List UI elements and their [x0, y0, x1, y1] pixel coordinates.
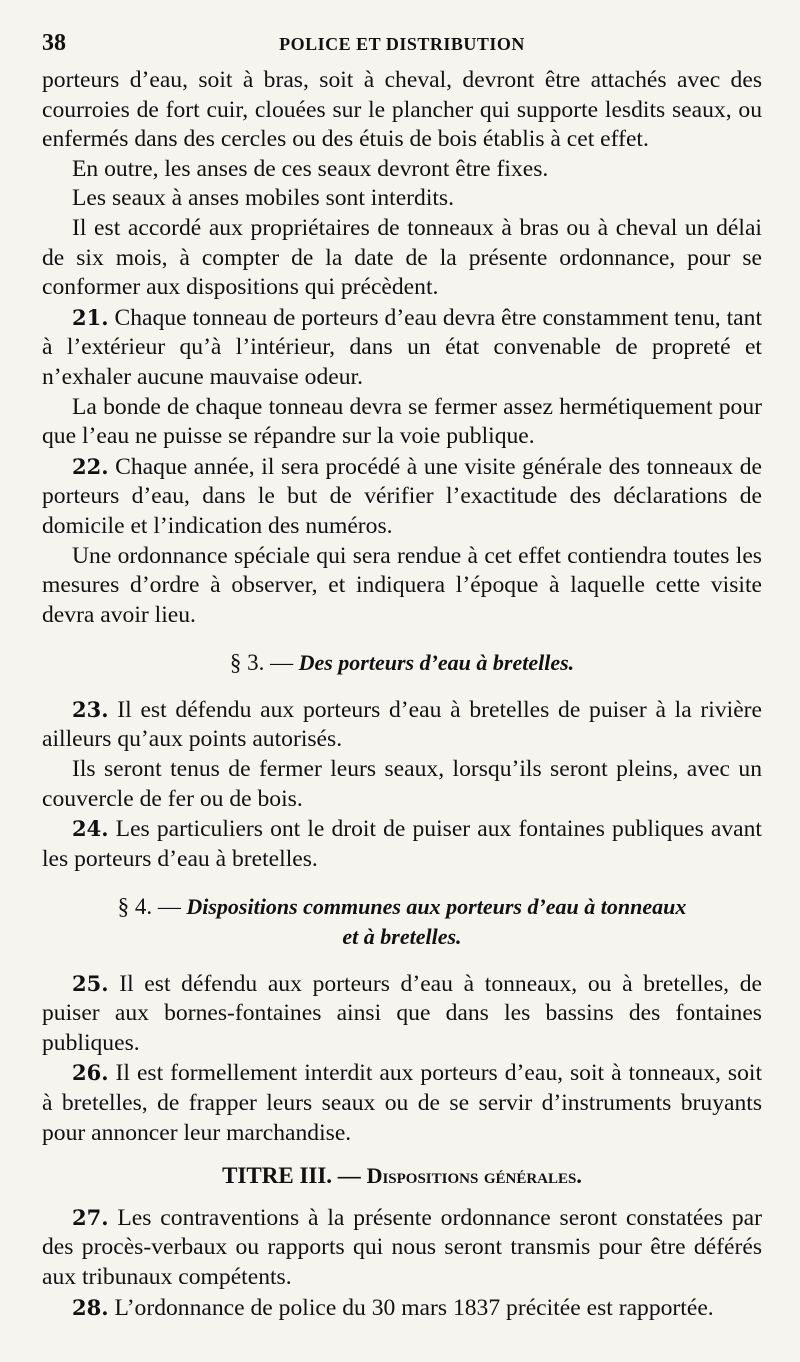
article-number: 23.: [72, 696, 109, 722]
paragraph-fixed-handles: En outre, les anses de ces seaux devront être fixes.: [72, 155, 549, 182]
article-number: 24.: [72, 816, 109, 842]
section-4-heading: [42, 892, 762, 951]
article-23: [42, 695, 762, 755]
page-body: [42, 66, 762, 1323]
article-text: Les contraventions à la présente ordonnance seront constatées par des procès-verbaux ou rapports qui nous seront transmis pour être déférés aux tribunaux compétents.: [42, 1204, 762, 1290]
article-text: Il est défendu aux porteurs d’eau à tonneaux, ou à bretelles, de puiser aux bornes-fontaines ainsi que dans les bassins des fontaines publiques.: [42, 970, 762, 1056]
article-text: Chaque tonneau de porteurs d’eau devra être constamment tenu, tant à l’extérieur qu’à l’intérieur, dans un état convenable de propreté et n’exhaler aucune mauvaise odeur.: [42, 304, 762, 390]
page-header: [42, 30, 762, 66]
article-text: Il est défendu aux porteurs d’eau à bretelles de puiser à la rivière ailleurs qu’aux points autorisés.: [42, 696, 762, 753]
section-symbol: § 3. —: [229, 650, 294, 676]
article-number: 26.: [72, 1060, 109, 1086]
article-28: [42, 1293, 762, 1324]
article-23-continued: Ils seront tenus de fermer leurs seaux, lorsqu’ils seront pleins, avec un couvercle de fer ou de bois.: [42, 756, 762, 812]
article-text: Il est formellement interdit aux porteurs d’eau, soit à tonneaux, soit à bretelles, de frapper leurs seaux ou de se servir d’instruments bruyants pour annoncer leur marchandise.: [42, 1060, 763, 1146]
paragraph-continued: porteurs d’eau, soit à bras, soit à cheval, devront être attachés avec des courroies de fort cuir, clouées sur le plancher qui supporte lesdits seaux, ou enfermés dans des cercles ou des étuis de bois établis à cet effet.: [42, 67, 762, 153]
article-number: 25.: [72, 970, 109, 996]
article-21-continued: La bonde de chaque tonneau devra se fermer assez hermétiquement pour que l’eau ne puisse se répandre sur la voie publique.: [42, 393, 762, 450]
section-3-heading: [42, 648, 762, 678]
section-title: Des porteurs d’eau à bretelles.: [298, 650, 575, 676]
page-number: 38: [42, 30, 66, 56]
article-number: 22.: [72, 453, 109, 479]
section-title-line2: et à bretelles.: [342, 924, 462, 950]
titre-3-heading: [42, 1161, 762, 1191]
paragraph-mobile-handles: Les seaux à anses mobiles sont interdits.: [72, 185, 455, 212]
paragraph-delay: Il est accordé aux propriétaires de tonneaux à bras ou à cheval un délai de six mois, à compter de la date de la présente ordonnance, pour se conformer aux dispositions qui précèdent.: [42, 214, 762, 301]
article-27: [42, 1203, 762, 1293]
running-title: POLICE ET DISTRIBUTION: [279, 34, 525, 54]
article-24: [42, 814, 762, 874]
article-number: 28.: [72, 1294, 109, 1320]
article-text: L’ordonnance de police du 30 mars 1837 précitée est rapportée.: [114, 1294, 714, 1321]
titre-title: Dispositions générales.: [366, 1163, 582, 1189]
article-text: Les particuliers ont le droit de puiser aux fontaines publiques avant les porteurs d’eau à bretelles.: [42, 816, 762, 872]
article-25: [42, 969, 762, 1059]
article-number: 21.: [72, 304, 109, 330]
article-22-continued: Une ordonnance spéciale qui sera rendue à cet effet contiendra toutes les mesures d’ordre à observer, et indiquera l’époque à laquelle cette visite devra avoir lieu.: [42, 542, 762, 628]
article-26: [42, 1058, 762, 1148]
article-21: [42, 303, 762, 393]
section-title-line1: Dispositions communes aux porteurs d’eau à tonneaux: [186, 894, 687, 920]
article-number: 27.: [72, 1204, 109, 1230]
article-22: [42, 452, 762, 542]
titre-label: TITRE III. —: [222, 1163, 361, 1189]
article-text: Chaque année, il sera procédé à une visite générale des tonneaux de porteurs d’eau, dans le but de vérifier l’exactitude des déclarations de domicile et l’indication des numéros.: [42, 453, 763, 539]
section-symbol: § 4. —: [117, 894, 181, 920]
